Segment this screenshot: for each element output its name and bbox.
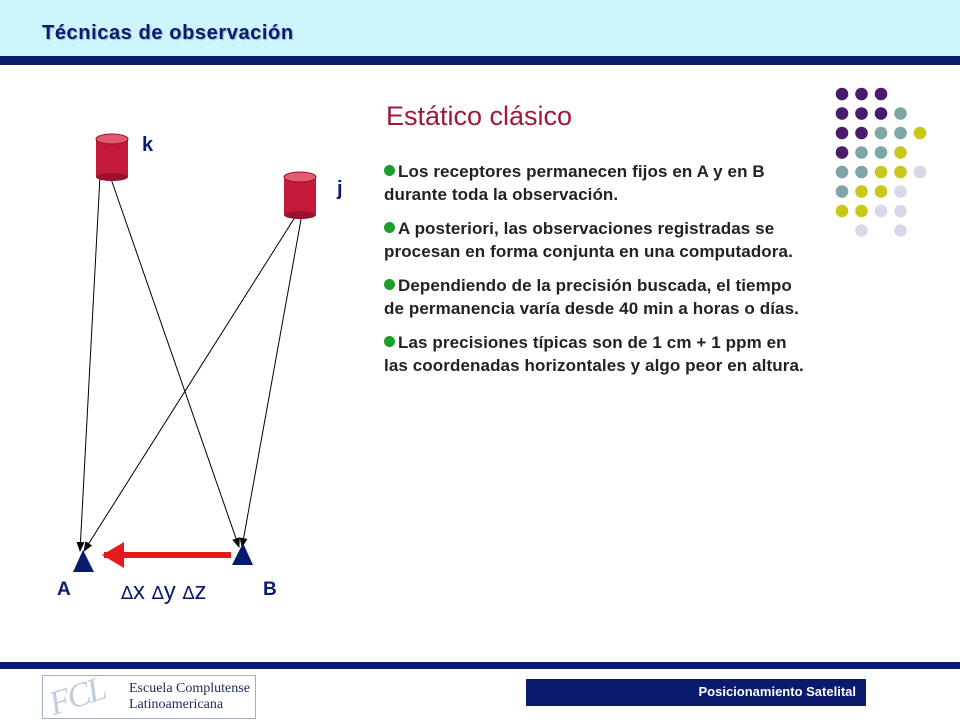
logo-text-line-2: Latinoamericana bbox=[129, 697, 224, 712]
delta-xyz-label: ∆x ∆y ∆z bbox=[121, 578, 207, 605]
delta-z: z bbox=[194, 578, 207, 605]
signal-line-k-to-a bbox=[80, 176, 100, 551]
station-b-marker bbox=[232, 543, 253, 565]
satellite-j bbox=[284, 172, 316, 219]
logo-mark: FCL bbox=[44, 670, 110, 723]
header-title: Técnicas de observación bbox=[42, 22, 294, 44]
bullet-dot-icon bbox=[384, 279, 395, 290]
footer-course-bar bbox=[526, 679, 866, 706]
station-b-label: B bbox=[263, 579, 277, 600]
slide-title: Estático clásico bbox=[386, 101, 573, 131]
signal-line-j-to-a bbox=[84, 214, 297, 551]
signal-line-j-to-b bbox=[242, 214, 302, 547]
footer-divider bbox=[0, 662, 960, 669]
footer-course-title: Posicionamiento Satelital bbox=[698, 684, 856, 699]
signal-line-k-to-b bbox=[110, 176, 239, 547]
bullet-item: Los receptores permanecen fijos en A y en B durante toda la observación. bbox=[384, 162, 765, 204]
satellite-j-label: j bbox=[337, 178, 343, 200]
satellite-k bbox=[96, 134, 128, 181]
school-logo bbox=[42, 670, 256, 723]
bullet-item: A posteriori, las observaciones registradas se procesan en forma conjunta en una computadora. bbox=[384, 219, 793, 261]
bullet-list bbox=[384, 160, 814, 388]
delta-x: x bbox=[133, 578, 146, 605]
station-a-marker bbox=[73, 550, 94, 572]
delta-y: y bbox=[163, 578, 176, 605]
bullet-dot-icon bbox=[384, 222, 395, 233]
logo-text-line-1: Escuela Complutense bbox=[129, 681, 250, 696]
bullet-dot-icon bbox=[384, 165, 395, 176]
satellite-k-label: k bbox=[142, 134, 154, 156]
station-a-label: A bbox=[57, 579, 71, 600]
bullet-item: Dependiendo de la precisión buscada, el tiempo de permanencia varía desde 40 min a horas o días. bbox=[384, 276, 799, 318]
bullet-dot-icon bbox=[384, 336, 395, 347]
bullet-item: Las precisiones típicas son de 1 cm + 1 ppm en las coordenadas horizontales y algo peor en altura. bbox=[384, 333, 804, 375]
